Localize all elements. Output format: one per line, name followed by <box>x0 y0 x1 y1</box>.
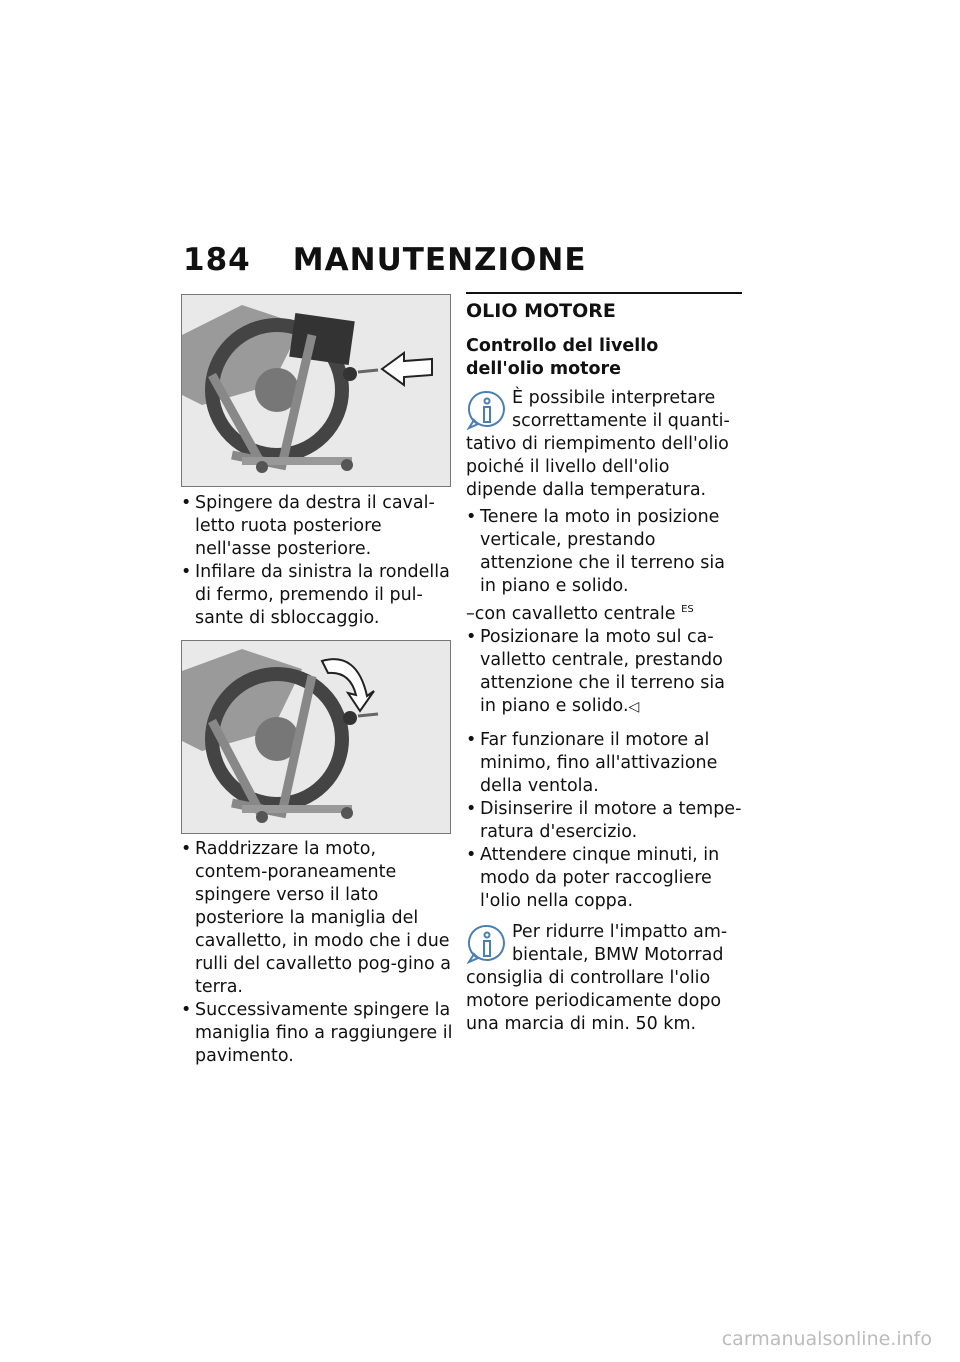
list-item: • Far funzionare il motore al minimo, fino all'attivazione della ventola. <box>466 729 742 798</box>
note-text: Per ridurre l'impatto am-bientale, BMW Motorrad consiglia di controllare l'olio motore periodicamente dopo una marcia di min. 50 km. <box>466 921 728 1034</box>
list-item-text: Posizionare la moto sul ca-valletto centrale, prestando attenzione che il terreno sia in piano e solido. <box>480 626 725 716</box>
section-heading: OLIO MOTORE <box>466 300 616 322</box>
rear-stand-illustration-2 <box>182 641 450 833</box>
note-text: È possibile interpretare scorrettamente il quanti-tativo di riempimento dell'olio poiché il livello dell'olio dipende dalla temperatura. <box>466 388 730 500</box>
right-column <box>466 292 742 1040</box>
rear-stand-illustration-1 <box>182 295 450 486</box>
list-item: • Attendere cinque minuti, in modo da poter raccogliere l'olio nella coppa. <box>466 844 742 913</box>
list-item: • Raddrizzare la moto, contem-poraneamente spingere verso il lato posteriore la maniglia del cavalletto, in modo che i due rulli del cavalletto pog-gino a terra. <box>181 838 453 999</box>
condition-sup: ES <box>681 604 694 615</box>
page-number: 184 <box>183 242 251 278</box>
note-block-2 <box>466 921 742 1036</box>
end-mark: ◁ <box>628 698 640 715</box>
left-steps-2 <box>181 838 453 1068</box>
list-item <box>466 626 742 719</box>
page-header <box>183 242 587 278</box>
info-icon <box>466 389 508 431</box>
rear-stand-figure-2 <box>181 640 451 834</box>
condition-line: –con cavalletto centrale $^{ES}$ <box>466 603 694 624</box>
list-item: • Successivamente spingere la maniglia fino a raggiungere il pavimento. <box>181 999 453 1068</box>
subheading: Controllo del livello dell'olio motore <box>466 336 659 379</box>
list-item: • Tenere la moto in posizione verticale, prestando attenzione che il terreno sia in piano e solido. <box>466 506 742 598</box>
info-icon <box>466 923 508 965</box>
watermark: carmanualsonline.info <box>721 1328 932 1350</box>
section-rule <box>466 292 742 294</box>
list-item: • Disinserire il motore a tempe-ratura d'esercizio. <box>466 798 742 844</box>
note-block-1 <box>466 387 742 502</box>
rear-stand-figure-1 <box>181 294 451 487</box>
left-steps-1 <box>181 492 453 630</box>
condition-text: con cavalletto centrale <box>474 603 676 624</box>
list-item: • Infilare da sinistra la rondella di fermo, premendo il pul-sante di sbloccaggio. <box>181 561 453 630</box>
section-title: MANUTENZIONE <box>292 242 587 278</box>
list-item: • Spingere da destra il caval-letto ruota posteriore nell'asse posteriore. <box>181 492 453 561</box>
